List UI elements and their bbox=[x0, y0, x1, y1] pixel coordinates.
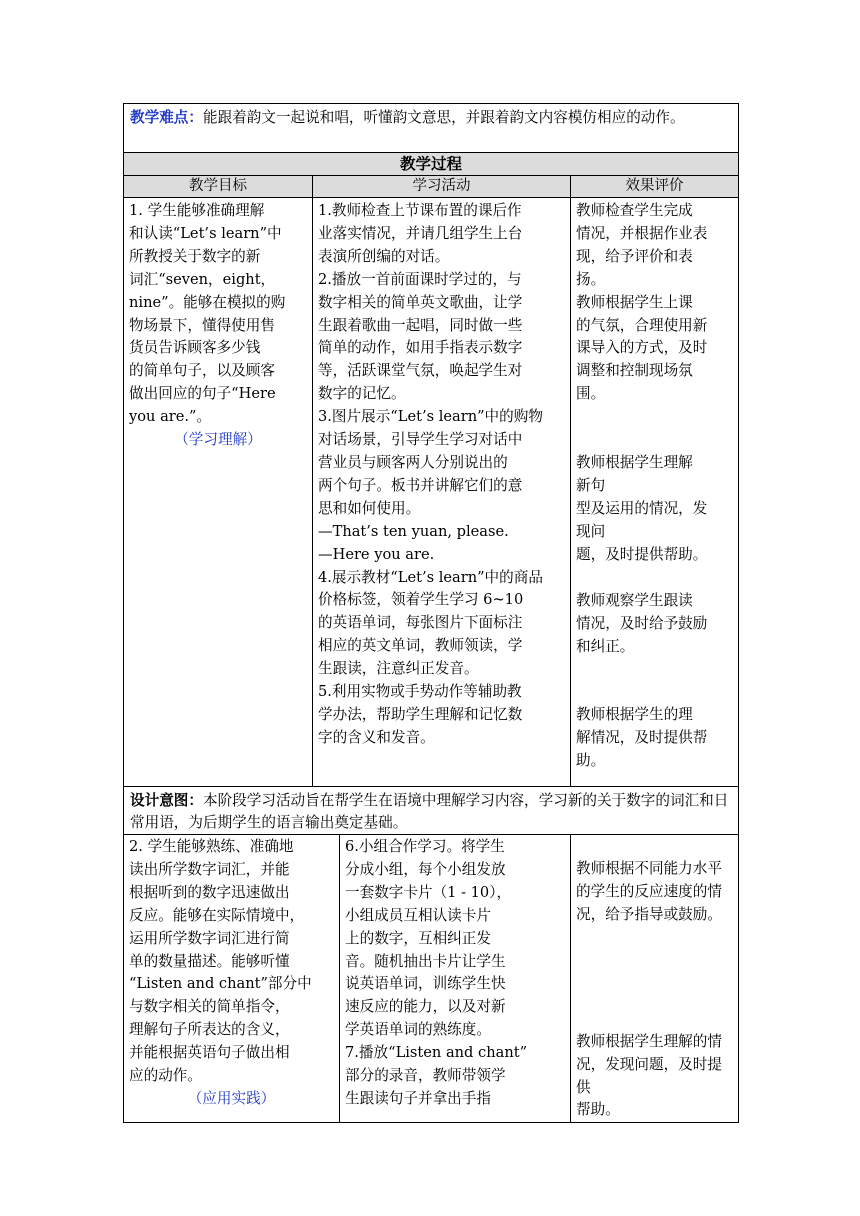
evaluation-block-4 bbox=[576, 590, 733, 659]
evaluation-line: 教师根据不同能力水平 bbox=[576, 860, 722, 877]
goal-line: 物场景下，懂得使用售 bbox=[129, 316, 275, 334]
evaluation-line: 教师根据学生理解 bbox=[576, 454, 693, 472]
evaluation-cell-1 bbox=[571, 198, 739, 787]
goal-line: 词汇“seven，eight， bbox=[129, 270, 276, 288]
evaluation-line: 情况，及时给予鼓励 bbox=[576, 614, 708, 632]
evaluation-line: 型及运用的情况，发 bbox=[576, 499, 708, 517]
goal-line: nine”。能够在模拟的购 bbox=[129, 293, 286, 311]
evaluation-line: 帮助。 bbox=[576, 1101, 620, 1119]
evaluation-block-6 bbox=[576, 858, 733, 927]
activity-line: 生跟着歌曲一起唱，同时做一些 bbox=[318, 316, 523, 334]
evaluation-line: 解情况，及时提供帮 bbox=[576, 729, 708, 747]
goal-line: 所教授关于数字的新 bbox=[129, 247, 261, 265]
activity-line: 速反应的能力，以及对新 bbox=[345, 998, 506, 1016]
goal-line: 并能根据英语句子做出相 bbox=[129, 1044, 290, 1062]
section-title: 教学过程 bbox=[124, 153, 739, 176]
evaluation-line: 情况，并根据作业表 bbox=[576, 224, 708, 242]
process-row-1 bbox=[124, 198, 739, 787]
evaluation-line: 和纠正。 bbox=[576, 637, 635, 655]
lesson-plan-table bbox=[123, 103, 739, 1123]
goal-line: 货员告诉顾客多少钱 bbox=[129, 339, 261, 357]
activity-cell-1 bbox=[313, 198, 571, 787]
activity-line: 简单的动作，如用手指表示数字 bbox=[318, 339, 523, 357]
activity-line: 7.播放“Listen and chant” bbox=[345, 1044, 528, 1062]
evaluation-block-7 bbox=[576, 1031, 733, 1123]
activity-line: —That’s ten yuan, please. bbox=[318, 522, 509, 540]
evaluation-line: 的气氛，合理使用新 bbox=[576, 316, 708, 334]
activity-text-2 bbox=[345, 836, 565, 1111]
activity-line: 部分的录音，教师带领学 bbox=[345, 1067, 506, 1085]
evaluation-line: 况，给予指导或鼓励。 bbox=[576, 905, 722, 923]
activity-line: 上的数字，互相纠正发 bbox=[345, 929, 491, 947]
difficulty-text: 能跟着韵文一起说和唱，听懂韵文意思，并跟着韵文内容模仿相应的动作。 bbox=[202, 109, 685, 126]
section-title-row bbox=[124, 153, 739, 176]
design-intent-label: 设计意图： bbox=[130, 792, 203, 809]
evaluation-line: 调整和控制现场氛 bbox=[576, 362, 693, 380]
goal-line: 应的动作。 bbox=[129, 1067, 202, 1085]
activity-line: 学英语单词的熟练度。 bbox=[345, 1021, 491, 1039]
activity-line: 营业员与顾客两人分别说出的 bbox=[318, 453, 508, 471]
evaluation-line: 课导入的方式，及时 bbox=[576, 339, 708, 357]
evaluation-line: 教师根据学生的理 bbox=[576, 706, 693, 724]
activity-line: 分成小组，每个小组发放 bbox=[345, 860, 506, 878]
goal-cell-1 bbox=[124, 198, 313, 787]
activity-line: 思和如何使用。 bbox=[318, 499, 421, 517]
header-activity: 学习活动 bbox=[313, 176, 571, 198]
activity-line: 一套数字卡片（1 - 10）， bbox=[345, 883, 512, 901]
evaluation-line: 教师检查学生完成 bbox=[576, 202, 693, 219]
activity-line: 字的含义和发音。 bbox=[318, 728, 435, 746]
activity-line: 2.播放一首前面课时学过的，与 bbox=[318, 270, 522, 288]
activity-line: 4.展示教材“Let’s learn”中的商品 bbox=[318, 568, 543, 586]
activity-line: 说英语单词，训练学生快 bbox=[345, 975, 506, 993]
goal-text-2 bbox=[129, 836, 334, 1111]
activity-line: 的英语单词，每张图片下面标注 bbox=[318, 614, 523, 632]
goal-text-1 bbox=[129, 200, 307, 452]
evaluation-line: 教师根据学生上课 bbox=[576, 293, 693, 311]
evaluation-line: 扬。 bbox=[576, 270, 606, 288]
activity-line: 表演所创编的对话。 bbox=[318, 247, 450, 265]
evaluation-line: 现问 bbox=[576, 522, 606, 540]
goal-tag: （应用实践） bbox=[187, 1089, 276, 1107]
goal-line: 2. 学生能够熟练、准确地 bbox=[129, 838, 294, 855]
activity-line: 生跟读句子并拿出手指 bbox=[345, 1089, 491, 1107]
lesson-plan-page bbox=[123, 103, 738, 1123]
activity-cell-2 bbox=[340, 835, 571, 1123]
activity-line: 数字的记忆。 bbox=[318, 385, 406, 403]
goal-line: 与数字相关的简单指令， bbox=[129, 998, 290, 1016]
evaluation-block-5 bbox=[576, 704, 733, 773]
activity-line: 3.图片展示“Let’s learn”中的购物 bbox=[318, 408, 543, 426]
evaluation-cell-2 bbox=[571, 835, 739, 1123]
evaluation-line: 教师根据学生理解的情 bbox=[576, 1032, 722, 1050]
process-row-2 bbox=[124, 835, 739, 1123]
activity-line: 生跟读，注意纠正发音。 bbox=[318, 660, 479, 678]
activity-line: 两个句子。板书并讲解它们的意 bbox=[318, 476, 523, 494]
goal-line: you are.”。 bbox=[129, 408, 212, 426]
activity-line: 1.教师检查上节课布置的课后作 bbox=[318, 202, 522, 219]
activity-line: 音。随机抽出卡片让学生 bbox=[345, 952, 506, 970]
activity-line: 对话场景，引导学生学习对话中 bbox=[318, 431, 523, 449]
activity-line: 小组成员互相认读卡片 bbox=[345, 906, 491, 924]
evaluation-line: 的学生的反应速度的情 bbox=[576, 882, 722, 900]
difficulty-row bbox=[124, 104, 739, 153]
evaluation-line: 现，给予评价和表 bbox=[576, 247, 693, 265]
goal-cell-2 bbox=[124, 835, 340, 1123]
goal-line: “Listen and chant”部分中 bbox=[129, 975, 312, 993]
activity-line: —Here you are. bbox=[318, 545, 435, 563]
evaluation-line: 助。 bbox=[576, 752, 606, 770]
goal-tag: （学习理解） bbox=[174, 431, 262, 449]
evaluation-block-3 bbox=[576, 452, 733, 567]
activity-line: 价格标签，领着学生学习 6~10 bbox=[318, 591, 524, 609]
design-intent-text: 本阶段学习活动旨在帮学生在语境中理解学习内容，学习新的关于数字的词汇和日常用语，为后期学生的语言输出奠定基础。 bbox=[130, 792, 729, 831]
goal-line: 读出所学数字词汇，并能 bbox=[129, 860, 290, 878]
design-intent-row bbox=[124, 787, 739, 835]
activity-line: 等，活跃课堂气氛，唤起学生对 bbox=[318, 362, 523, 380]
activity-text-1 bbox=[318, 200, 565, 750]
header-evaluation: 效果评价 bbox=[571, 176, 739, 198]
evaluation-line: 围。 bbox=[576, 385, 606, 403]
activity-line: 数字相关的简单英文歌曲，让学 bbox=[318, 293, 523, 311]
goal-line: 运用所学数字词汇进行简 bbox=[129, 929, 290, 947]
goal-line: 理解句子所表达的含义， bbox=[129, 1021, 290, 1039]
evaluation-line: 题，及时提供帮助。 bbox=[576, 545, 708, 563]
evaluation-block-1 bbox=[576, 200, 733, 292]
evaluation-block-2 bbox=[576, 292, 733, 407]
header-row bbox=[124, 176, 739, 198]
activity-line: 业落实情况，并请几组学生上台 bbox=[318, 224, 523, 242]
evaluation-line: 况，发现问题，及时提供 bbox=[576, 1055, 722, 1096]
activity-line: 学办法，帮助学生理解和记忆数 bbox=[318, 705, 523, 723]
goal-line: 和认读“Let’s learn”中 bbox=[129, 224, 282, 242]
difficulty-cell bbox=[124, 104, 739, 153]
goal-line: 反应。能够在实际情境中， bbox=[129, 906, 305, 924]
goal-line: 单的数量描述。能够听懂 bbox=[129, 952, 290, 970]
difficulty-label: 教学难点： bbox=[130, 109, 203, 126]
activity-line: 相应的英文单词，教师领读，学 bbox=[318, 637, 523, 655]
activity-line: 5.利用实物或手势动作等辅助教 bbox=[318, 683, 522, 701]
evaluation-line: 新句 bbox=[576, 477, 606, 495]
header-goal: 教学目标 bbox=[124, 176, 313, 198]
goal-line: 1. 学生能够准确理解 bbox=[129, 202, 265, 219]
activity-line: 6.小组合作学习。将学生 bbox=[345, 838, 505, 855]
evaluation-line: 教师观察学生跟读 bbox=[576, 591, 693, 609]
design-intent-cell bbox=[124, 787, 739, 835]
goal-line: 根据听到的数字迅速做出 bbox=[129, 883, 290, 901]
goal-line: 做出回应的句子“Here bbox=[129, 385, 276, 403]
goal-line: 的简单句子，以及顾客 bbox=[129, 362, 275, 380]
